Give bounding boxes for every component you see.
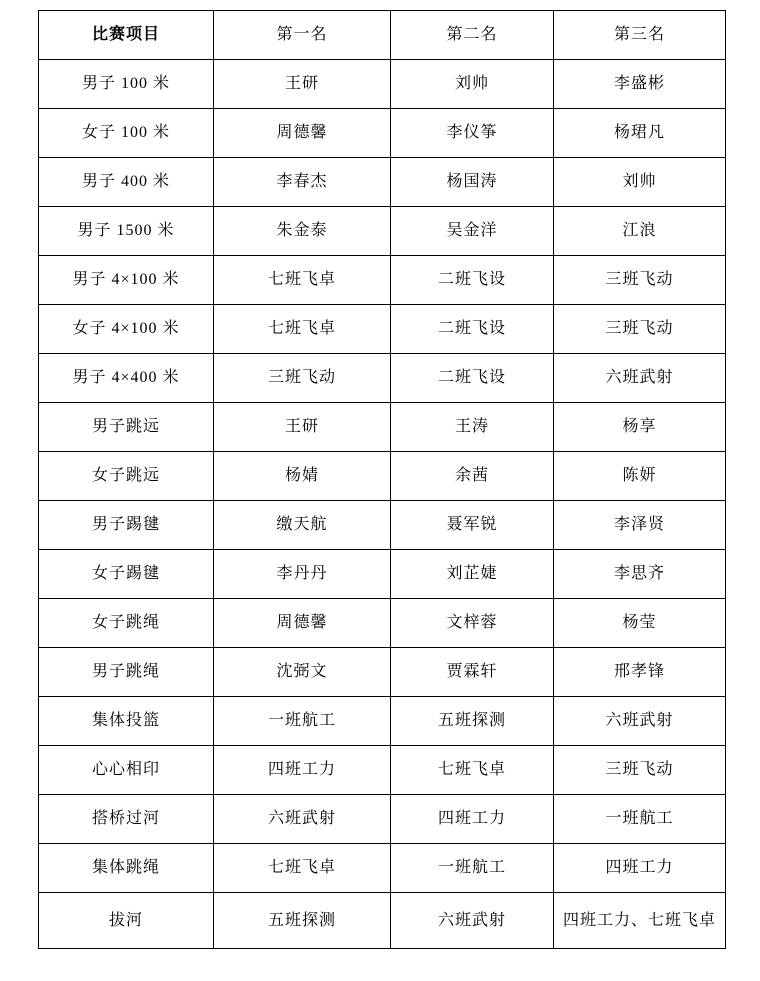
- event-cell: 女子踢毽: [39, 550, 214, 599]
- table-row: [39, 452, 726, 501]
- results-table: [38, 10, 726, 949]
- winner-cell: 三班飞动: [554, 256, 726, 305]
- table-row: [39, 207, 726, 256]
- event-cell: 男子 400 米: [39, 158, 214, 207]
- winner-cell: 李春杰: [214, 158, 391, 207]
- winner-cell: 一班航工: [554, 795, 726, 844]
- header-first-place: 第一名: [214, 11, 391, 60]
- event-cell: 男子踢毽: [39, 501, 214, 550]
- winner-cell: 余茜: [391, 452, 554, 501]
- winner-cell: 四班工力: [391, 795, 554, 844]
- table-header-row: [39, 11, 726, 60]
- event-cell: 心心相印: [39, 746, 214, 795]
- event-cell: 男子跳绳: [39, 648, 214, 697]
- winner-cell: 四班工力: [554, 844, 726, 893]
- winner-cell: 刘帅: [391, 60, 554, 109]
- event-cell: 男子 100 米: [39, 60, 214, 109]
- winner-cell: 三班飞动: [214, 354, 391, 403]
- winner-cell: 四班工力、七班飞卓: [554, 893, 726, 949]
- winner-cell: 四班工力: [214, 746, 391, 795]
- winner-cell: 王研: [214, 60, 391, 109]
- table-row: [39, 256, 726, 305]
- winner-cell: 周德馨: [214, 599, 391, 648]
- winner-cell: 六班武射: [554, 697, 726, 746]
- winner-cell: 六班武射: [214, 795, 391, 844]
- table-row: [39, 550, 726, 599]
- event-cell: 女子 4×100 米: [39, 305, 214, 354]
- event-cell: 男子 1500 米: [39, 207, 214, 256]
- event-cell: 女子 100 米: [39, 109, 214, 158]
- winner-cell: 杨莹: [554, 599, 726, 648]
- header-second-place: 第二名: [391, 11, 554, 60]
- event-cell: 搭桥过河: [39, 795, 214, 844]
- winner-cell: 缴天航: [214, 501, 391, 550]
- winner-cell: 江浪: [554, 207, 726, 256]
- winner-cell: 李丹丹: [214, 550, 391, 599]
- winner-cell: 李仪筝: [391, 109, 554, 158]
- event-cell: 集体投篮: [39, 697, 214, 746]
- winner-cell: 周德馨: [214, 109, 391, 158]
- winner-cell: 聂军锐: [391, 501, 554, 550]
- table-row: [39, 109, 726, 158]
- winner-cell: 七班飞卓: [214, 844, 391, 893]
- table-row: [39, 648, 726, 697]
- event-cell: 拔河: [39, 893, 214, 949]
- table-row: [39, 697, 726, 746]
- event-cell: 集体跳绳: [39, 844, 214, 893]
- table-row: [39, 158, 726, 207]
- winner-cell: 王研: [214, 403, 391, 452]
- winner-cell: 七班飞卓: [214, 256, 391, 305]
- winner-cell: 贾霖轩: [391, 648, 554, 697]
- winner-cell: 李思齐: [554, 550, 726, 599]
- winner-cell: 二班飞设: [391, 256, 554, 305]
- table-row: [39, 844, 726, 893]
- winner-cell: 刘帅: [554, 158, 726, 207]
- winner-cell: 七班飞卓: [214, 305, 391, 354]
- table-row: [39, 599, 726, 648]
- header-event-column: 比赛项目: [39, 11, 214, 60]
- winner-cell: 三班飞动: [554, 746, 726, 795]
- winner-cell: 文梓蓉: [391, 599, 554, 648]
- winner-cell: 陈妍: [554, 452, 726, 501]
- winner-cell: 王涛: [391, 403, 554, 452]
- table-row: [39, 305, 726, 354]
- winner-cell: 六班武射: [391, 893, 554, 949]
- winner-cell: 沈弼文: [214, 648, 391, 697]
- event-cell: 男子 4×100 米: [39, 256, 214, 305]
- winner-cell: 杨珺凡: [554, 109, 726, 158]
- winner-cell: 杨国涛: [391, 158, 554, 207]
- event-cell: 男子 4×400 米: [39, 354, 214, 403]
- table-row: [39, 60, 726, 109]
- table-row: [39, 795, 726, 844]
- winner-cell: 二班飞设: [391, 305, 554, 354]
- header-third-place: 第三名: [554, 11, 726, 60]
- winner-cell: 三班飞动: [554, 305, 726, 354]
- table-row: [39, 403, 726, 452]
- table-row: [39, 501, 726, 550]
- winner-cell: 二班飞设: [391, 354, 554, 403]
- winner-cell: 七班飞卓: [391, 746, 554, 795]
- table-row: [39, 893, 726, 949]
- winner-cell: 五班探测: [391, 697, 554, 746]
- winner-cell: 杨婧: [214, 452, 391, 501]
- winner-cell: 刘芷婕: [391, 550, 554, 599]
- event-cell: 男子跳远: [39, 403, 214, 452]
- winner-cell: 一班航工: [391, 844, 554, 893]
- winner-cell: 李泽贤: [554, 501, 726, 550]
- winner-cell: 五班探测: [214, 893, 391, 949]
- winner-cell: 李盛彬: [554, 60, 726, 109]
- winner-cell: 一班航工: [214, 697, 391, 746]
- table-row: [39, 354, 726, 403]
- event-cell: 女子跳远: [39, 452, 214, 501]
- winner-cell: 六班武射: [554, 354, 726, 403]
- winner-cell: 吴金洋: [391, 207, 554, 256]
- winner-cell: 邢孝锋: [554, 648, 726, 697]
- winner-cell: 杨享: [554, 403, 726, 452]
- table-row: [39, 746, 726, 795]
- event-cell: 女子跳绳: [39, 599, 214, 648]
- winner-cell: 朱金泰: [214, 207, 391, 256]
